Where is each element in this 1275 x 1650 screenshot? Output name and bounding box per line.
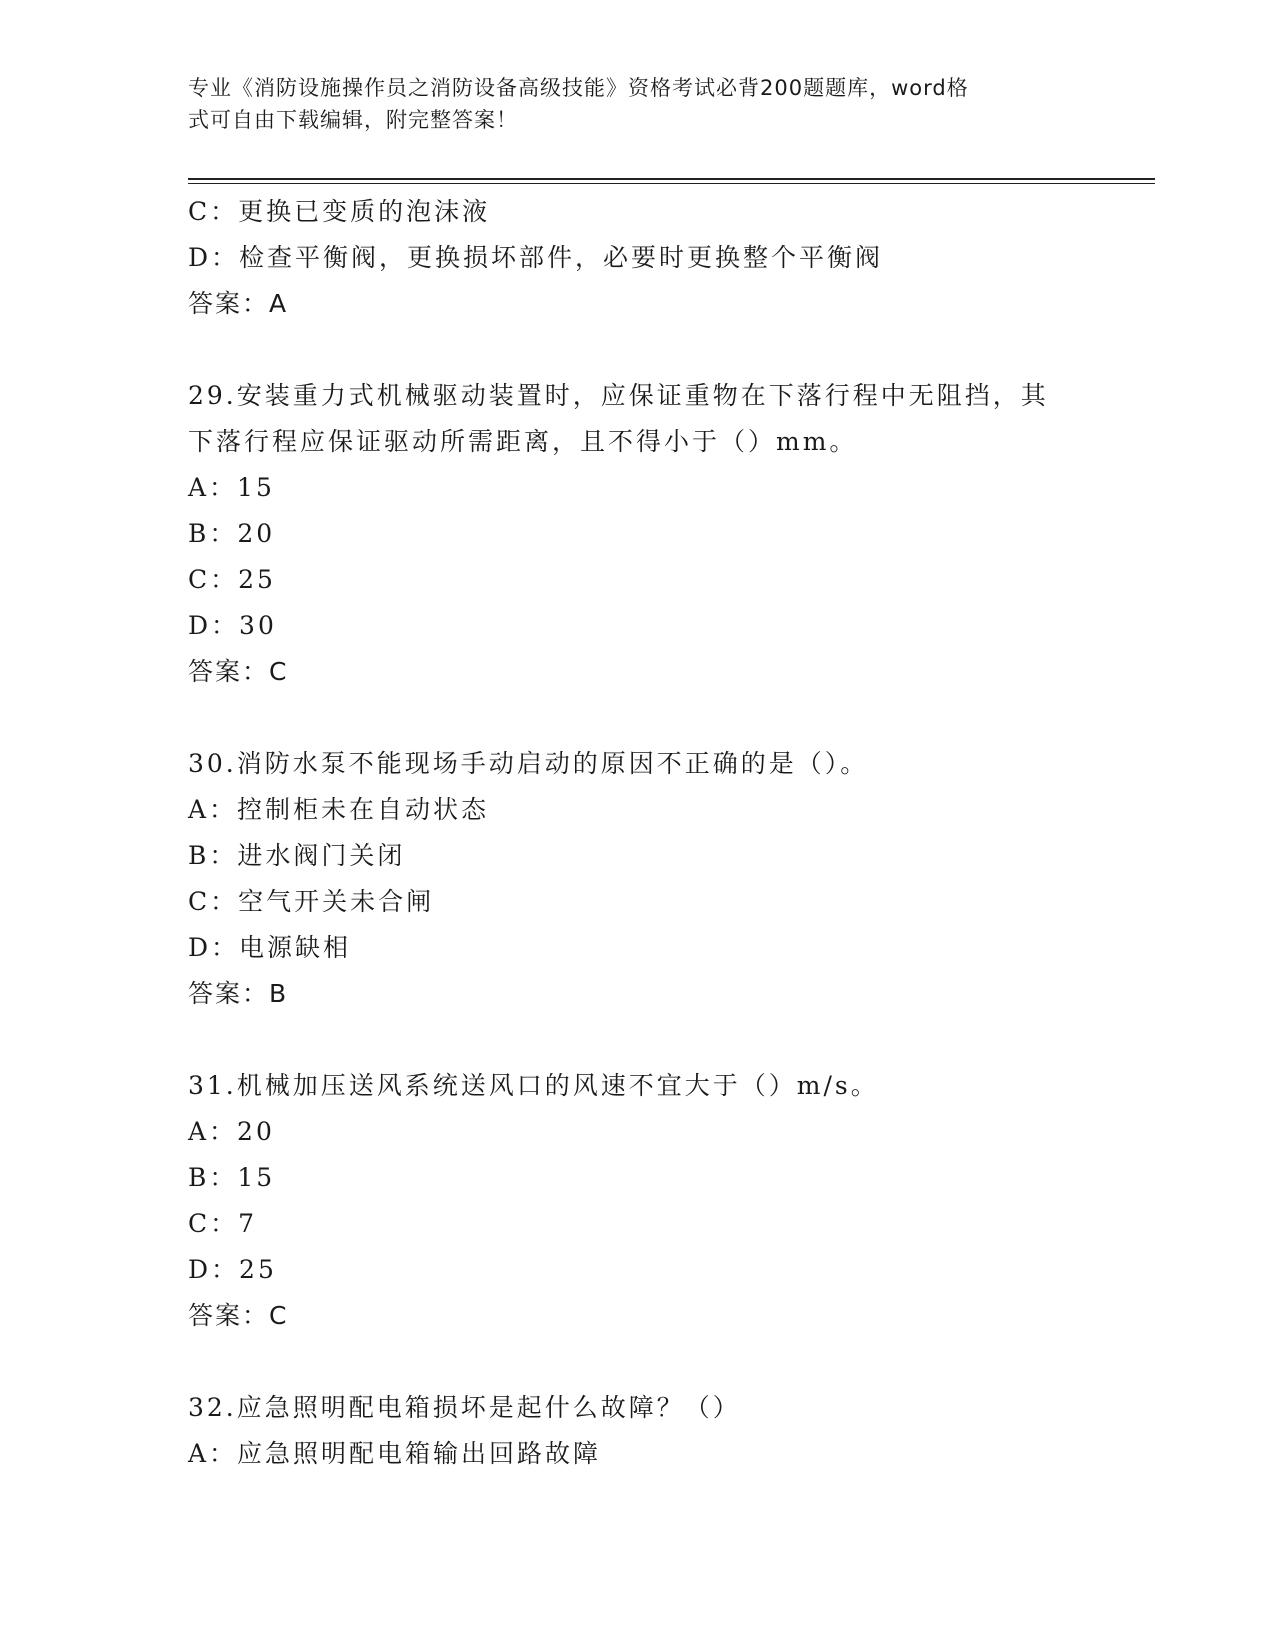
question-31 xyxy=(188,1063,1088,1339)
question-text: 30.消防水泵不能现场手动启动的原因不正确的是（）。 xyxy=(188,749,869,778)
answer-line: 答案：C xyxy=(188,1301,289,1330)
question-fragment-28 xyxy=(188,189,1088,327)
option-c: C：7 xyxy=(188,1209,258,1238)
header-line-1: 专业《消防设施操作员之消防设备高级技能》资格考试必背200题题库，word格 xyxy=(188,76,969,100)
answer-line: 答案：B xyxy=(188,979,289,1008)
option-b: B：15 xyxy=(188,1163,276,1192)
option-c: C：空气开关未合闸 xyxy=(188,887,435,916)
option-d: D：检查平衡阀，更换损坏部件，必要时更换整个平衡阀 xyxy=(188,243,884,272)
option-a: A：应急照明配电箱输出回路故障 xyxy=(188,1439,602,1468)
option-b: B：20 xyxy=(188,519,276,548)
answer-line: 答案：C xyxy=(188,657,289,686)
option-a: A：15 xyxy=(188,473,275,502)
option-d: D：电源缺相 xyxy=(188,933,352,962)
option-c: C：25 xyxy=(188,565,276,594)
header-rule-thick xyxy=(188,178,1155,180)
option-a: A：20 xyxy=(188,1117,275,1146)
document-header xyxy=(188,72,1088,136)
option-c: C：更换已变质的泡沫液 xyxy=(188,197,491,226)
header-line-2: 式可自由下载编辑，附完整答案！ xyxy=(188,108,518,132)
option-b: B：进水阀门关闭 xyxy=(188,841,406,870)
question-text: 31.机械加压送风系统送风口的风速不宜大于（）m/s。 xyxy=(188,1071,879,1100)
question-29 xyxy=(188,373,1088,695)
header-rule-thin xyxy=(188,183,1155,184)
question-30 xyxy=(188,741,1088,1017)
option-a: A：控制柜未在自动状态 xyxy=(188,795,490,824)
question-text-cont: 下落行程应保证驱动所需距离，且不得小于（）mm。 xyxy=(188,427,858,456)
question-text: 32.应急照明配电箱损坏是起什么故障？（） xyxy=(188,1393,741,1422)
question-32 xyxy=(188,1385,1088,1477)
question-text: 29.安装重力式机械驱动装置时，应保证重物在下落行程中无阻挡，其 xyxy=(188,381,1049,410)
question-list xyxy=(188,189,1088,1477)
option-d: D：25 xyxy=(188,1255,277,1284)
answer-line: 答案：A xyxy=(188,289,289,318)
option-d: D：30 xyxy=(188,611,277,640)
